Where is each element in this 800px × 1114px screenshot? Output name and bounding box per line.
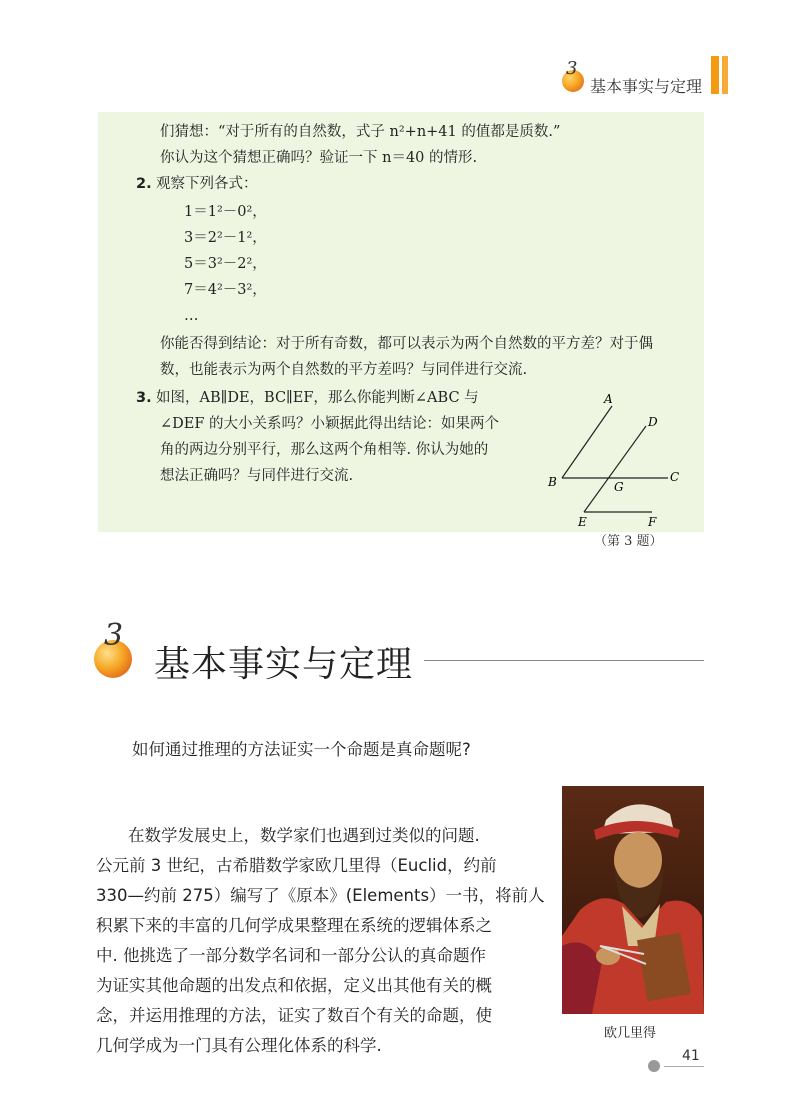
paragraph-line-2: 公元前 3 世纪，古希腊数学家欧几里得（Euclid，约前 — [96, 856, 497, 875]
item3-line2: ∠DEF 的大小关系吗？小颖据此得出结论：如果两个 — [160, 416, 500, 432]
item3-line1: 如图，AB∥DE，BC∥EF，那么你能判断∠ABC 与 — [156, 390, 479, 406]
parallel-angles-figure — [540, 390, 690, 530]
equation-4: 7＝4²－3²， — [184, 282, 267, 298]
page-dot-icon — [648, 1060, 660, 1072]
label-D: D — [648, 415, 658, 429]
intro-question: 如何通过推理的方法证实一个命题是真命题呢? — [132, 740, 471, 759]
page-rule — [664, 1066, 704, 1067]
item3-number: 3. — [136, 390, 152, 406]
paragraph-line-6: 为证实其他命题的出发点和依据，定义出其他有关的概 — [96, 976, 492, 995]
euclid-portrait-image — [562, 786, 704, 1014]
item1-line1: 们猜想：“对于所有的自然数，式子 n²+n+41 的值都是质数.” — [160, 124, 561, 140]
label-F: F — [648, 515, 657, 529]
line-ED — [584, 426, 646, 512]
portrait-caption: 欧几里得 — [604, 1026, 657, 1041]
paragraph-line-8: 几何学成为一门具有公理化体系的科学. — [96, 1036, 382, 1055]
equation-ellipsis: … — [184, 308, 199, 324]
item2-question-line1: 你能否得到结论：对于所有奇数，都可以表示为两个自然数的平方差？对于偶 — [160, 336, 653, 352]
section-title: 基本事实与定理 — [154, 644, 414, 685]
item1-line2: 你认为这个猜想正确吗？验证一下 n＝40 的情形. — [160, 150, 478, 166]
paragraph-line-5: 中. 他挑选了一部分数学名词和一部分公认的真命题作 — [96, 946, 486, 965]
section-number: 3 — [104, 618, 124, 653]
label-E: E — [578, 515, 587, 529]
label-C: C — [670, 470, 680, 484]
equation-3: 5＝3²－2²， — [184, 256, 267, 272]
header-accent-bar-2 — [722, 56, 728, 94]
label-G: G — [614, 480, 624, 494]
header-accent-bar — [711, 56, 719, 94]
section-rule — [424, 660, 704, 661]
figure-caption: （第 3 题） — [594, 534, 663, 549]
paragraph-line-7: 念，并运用推理的方法，证实了数百个有关的命题，使 — [96, 1006, 492, 1025]
equation-2: 3＝2²－1²， — [184, 230, 267, 246]
paragraph-line-1: 在数学发展史上，数学家们也遇到过类似的问题. — [128, 826, 480, 845]
header-chapter-number: 3 — [566, 58, 578, 79]
page-number: 41 — [682, 1048, 700, 1064]
label-A: A — [604, 392, 613, 406]
label-B: B — [548, 475, 557, 489]
paragraph-line-4: 积累下来的丰富的几何学成果整理在系统的逻辑体系之 — [96, 916, 492, 935]
item3-line4: 想法正确吗？与同伴进行交流. — [160, 468, 354, 484]
line-BA — [562, 406, 612, 478]
item2-question-line2: 数，也能表示为两个自然数的平方差吗？与同伴进行交流. — [160, 362, 528, 378]
equation-1: 1＝1²－0²， — [184, 204, 267, 220]
item3-line3: 角的两边分别平行，那么这两个角相等. 你认为她的 — [160, 442, 489, 458]
item2-number: 2. — [136, 176, 152, 192]
item2-intro: 观察下列各式： — [156, 176, 258, 192]
paragraph-line-3: 330—约前 275）编写了《原本》(Elements）一书，将前人 — [96, 886, 545, 905]
running-title: 基本事实与定理 — [590, 77, 703, 96]
